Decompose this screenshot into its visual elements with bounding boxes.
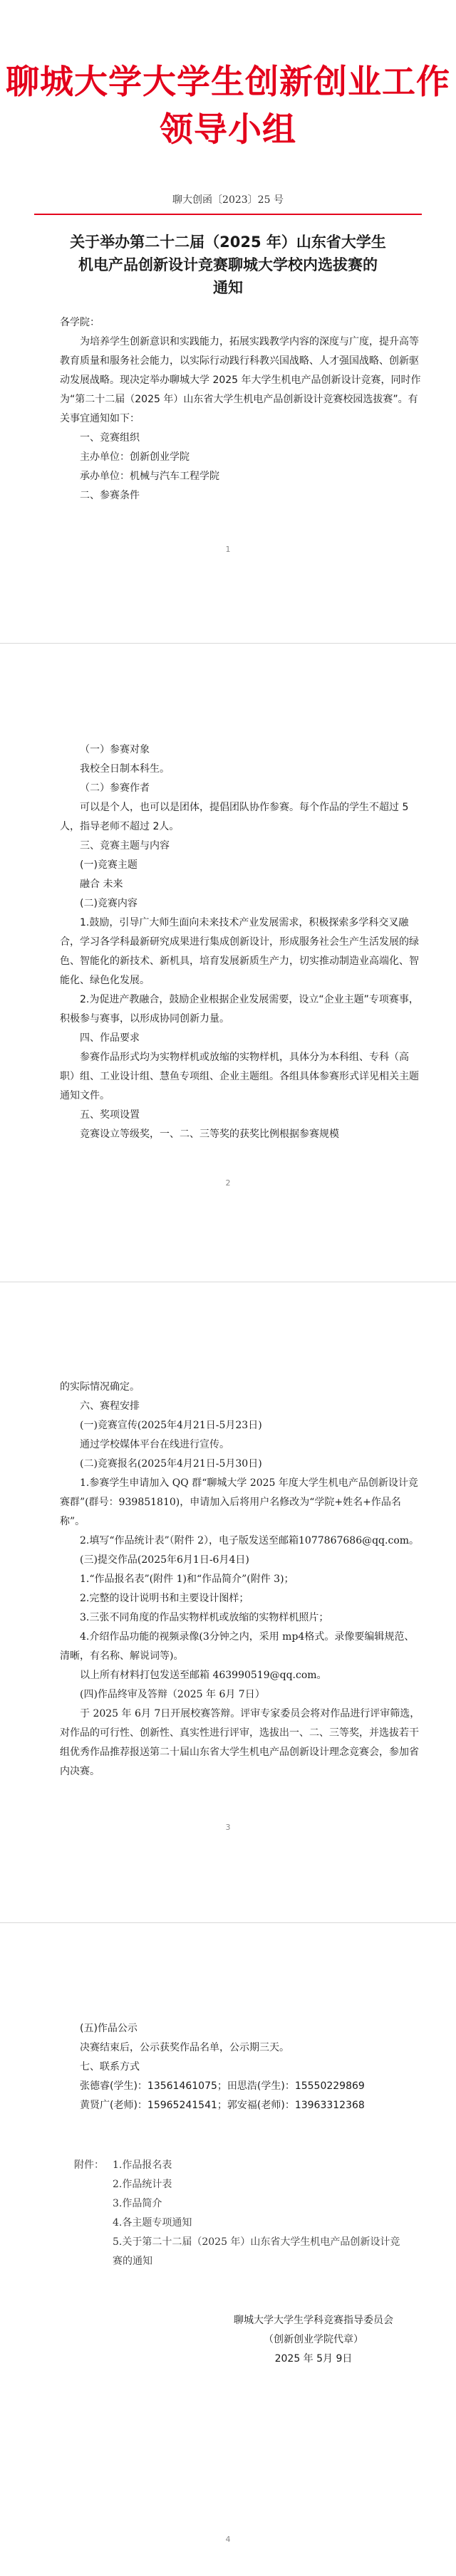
section-heading: 五、奖项设置 xyxy=(80,1109,140,1121)
title-line: 关于举办第二十二届（2025 年）山东省大学生 xyxy=(70,234,386,251)
subsection-heading: (三)提交作品(2025年6月1日-6月4日) xyxy=(80,1554,249,1566)
annex-row xyxy=(74,2156,402,2175)
contact-entry: 黄贤广(老师)：15965241541； xyxy=(80,2100,227,2111)
contact-entry: 张德睿(学生)：13561461075； xyxy=(80,2080,227,2092)
paragraph: 决赛结束后，公示获奖作品名单，公示期三天。 xyxy=(80,2042,289,2053)
paragraph: 4.介绍作品功能的视频录像(3分钟之内，采用 mp4格式。录像要编辑规范、清晰，有名称、解说词等)。 xyxy=(60,1631,415,1662)
contact-row xyxy=(60,2096,422,2115)
notice-title xyxy=(40,231,416,299)
paragraph: 我校全日制本科生。 xyxy=(80,763,170,775)
paragraph: 可以是个人，也可以是团体，提倡团队协作参赛。每个作品的学生不超过 5人，指导老师不超过 2人。 xyxy=(60,802,409,832)
paragraph: 2.为促进产教融合，鼓励企业根据企业发展需要，设立“企业主题”专项赛事，积极参与赛事，以形成协同创新力量。 xyxy=(60,994,419,1025)
paragraph: 竞赛设立等级奖，一、二、三等奖的获奖比例根据参赛规模 xyxy=(80,1129,339,1140)
annex-label: 附件： xyxy=(74,2159,104,2171)
annex-item: 5.关于第二十二届（2025 年）山东省大学生机电产品创新设计竞赛的通知 xyxy=(113,2236,400,2267)
paragraph: 3.三张不同角度的作品实物样机或放缩的实物样机照片； xyxy=(80,1612,329,1623)
sign-subtitle: （创新创业学院代章） xyxy=(264,2334,363,2345)
annex-item: 3.作品简介 xyxy=(113,2198,162,2209)
host-unit: 主办单位：创新创业学院 xyxy=(80,451,190,463)
subsection-heading: （二）参赛作者 xyxy=(80,782,150,794)
contact-entry: 田思浩(学生)：15550229869 xyxy=(227,2080,365,2092)
intro-paragraph: 为培养学生创新意识和实践能力，拓展实践教学内容的深度与广度，提升高等教育质量和服务社会能力，以实际行动践行科教兴国战略、人才强国战略、创新驱动发展战略。现决定举办聊城大学 2025 年大学生机电产品创新设计竞赛，同时作为“第二十二届（2025 年）山东省大学生机电产品创新设计竞赛校园选拔赛”。有关事宜通知如下： xyxy=(60,336,421,424)
subsection-heading: (一)竞赛宣传(2025年4月21日-5月23日) xyxy=(80,1420,262,1431)
page4-body xyxy=(60,2019,422,2115)
red-divider-line xyxy=(34,214,422,215)
sign-organization: 聊城大学大学生学科竞赛指导委员会 xyxy=(234,2315,393,2326)
section-heading: 二、参赛条件 xyxy=(80,490,140,501)
page-number: 4 xyxy=(225,2535,231,2544)
section-heading: 四、作品要求 xyxy=(80,1032,140,1044)
document-number: 聊大创函〔2023〕25 号 xyxy=(172,194,284,206)
page-number: 1 xyxy=(225,545,231,554)
section-heading: 一、竞赛组织 xyxy=(80,432,140,444)
section-heading: 六、赛程安排 xyxy=(80,1400,140,1412)
paragraph: 1.参赛学生申请加入 QQ 群“聊城大学 2025 年度大学生机电产品创新设计竞赛群”(群号：939851810)，申请加入后将用户名修改为“学院+姓名+作品名称”。 xyxy=(60,1477,418,1527)
annex-item: 2.作品统计表 xyxy=(113,2179,172,2190)
paragraph: 于 2025 年 6月 7日开展校赛答辩。评审专家委员会将对作品进行评审筛选，对作品的可行性、创新性、真实性进行评审，选拔出一、二、三等奖，并选拔若干组优秀作品推荐报送第二十届山东省大学生机电产品创新设计理念竞赛会，参加省内决赛。 xyxy=(60,1708,420,1777)
subsection-heading: (二)竞赛报名(2025年4月21日-5月30日) xyxy=(80,1458,262,1470)
annex-item: 1.作品报名表 xyxy=(113,2159,172,2171)
subsection-heading: (四)作品终审及答辩（2025 年 6月 7日） xyxy=(80,1689,265,1700)
section-heading: 三、竞赛主题与内容 xyxy=(80,840,170,852)
paragraph: 1.“作品报名表”(附件 1)和“作品简介”(附件 3)； xyxy=(80,1574,294,1585)
paragraph: 的实际情况确定。 xyxy=(60,1381,140,1393)
subsection-heading: (五)作品公示 xyxy=(80,2023,138,2034)
organizer-unit: 承办单位：机械与汽车工程学院 xyxy=(80,471,219,482)
salutation: 各学院： xyxy=(60,317,100,328)
section-heading: 七、联系方式 xyxy=(80,2061,140,2073)
paragraph: 1.鼓励，引导广大师生面向未来技术产业发展需求，积极探索多学科交叉融合，学习各学科最新研究成果进行集成创新设计，形成服务社会生产生活发展的绿色、智能化的新技术、新机具，培育发展新质生产力，切实推动制造业高端化、智能化、绿色化发展。 xyxy=(60,917,419,986)
page1-body xyxy=(60,313,422,506)
title-line: 机电产品创新设计竞赛聊城大学校内选拔赛的 xyxy=(78,256,378,273)
contact-row xyxy=(60,2077,422,2096)
paragraph: 融合 未来 xyxy=(80,879,123,890)
page-break xyxy=(0,1922,456,1923)
paragraph: 参赛作品形式均为实物样机或放缩的实物样机，具体分为本科组、专科（高职）组、工业设计组、慧鱼专项组、企业主题组。各组具体参赛形式详见相关主题通知文件。 xyxy=(60,1052,419,1101)
contact-entry: 郭安福(老师)：13963312368 xyxy=(227,2100,365,2111)
page-number: 2 xyxy=(225,1178,231,1188)
annex-item: 4.各主题专项通知 xyxy=(113,2217,192,2229)
title-line: 通知 xyxy=(213,279,243,296)
page-break xyxy=(0,643,456,644)
paragraph: 2.完整的设计说明书和主要设计图样； xyxy=(80,1593,249,1604)
page-number: 3 xyxy=(225,1823,231,1832)
paragraph: 以上所有材料打包发送至邮箱 463990519@qq.com。 xyxy=(80,1670,327,1681)
red-banner-title: 聊城大学大学生创新创业工作领导小组 xyxy=(6,63,450,150)
annex-list xyxy=(74,2156,402,2271)
subsection-heading: (二)竞赛内容 xyxy=(80,898,138,909)
paragraph: 2.填写“作品统计表”（附件 2），电子版发送至邮箱1077867686@qq.com。 xyxy=(80,1535,420,1546)
subsection-heading: (一)竞赛主题 xyxy=(80,859,138,871)
page3-body xyxy=(60,1378,422,1781)
paragraph: 通过学校媒体平台在线进行宣传。 xyxy=(80,1439,229,1450)
subsection-heading: （一）参赛对象 xyxy=(80,744,150,755)
signature-block xyxy=(207,2311,420,2369)
page2-body xyxy=(60,740,422,1144)
sign-date: 2025 年 5月 9日 xyxy=(274,2353,353,2365)
